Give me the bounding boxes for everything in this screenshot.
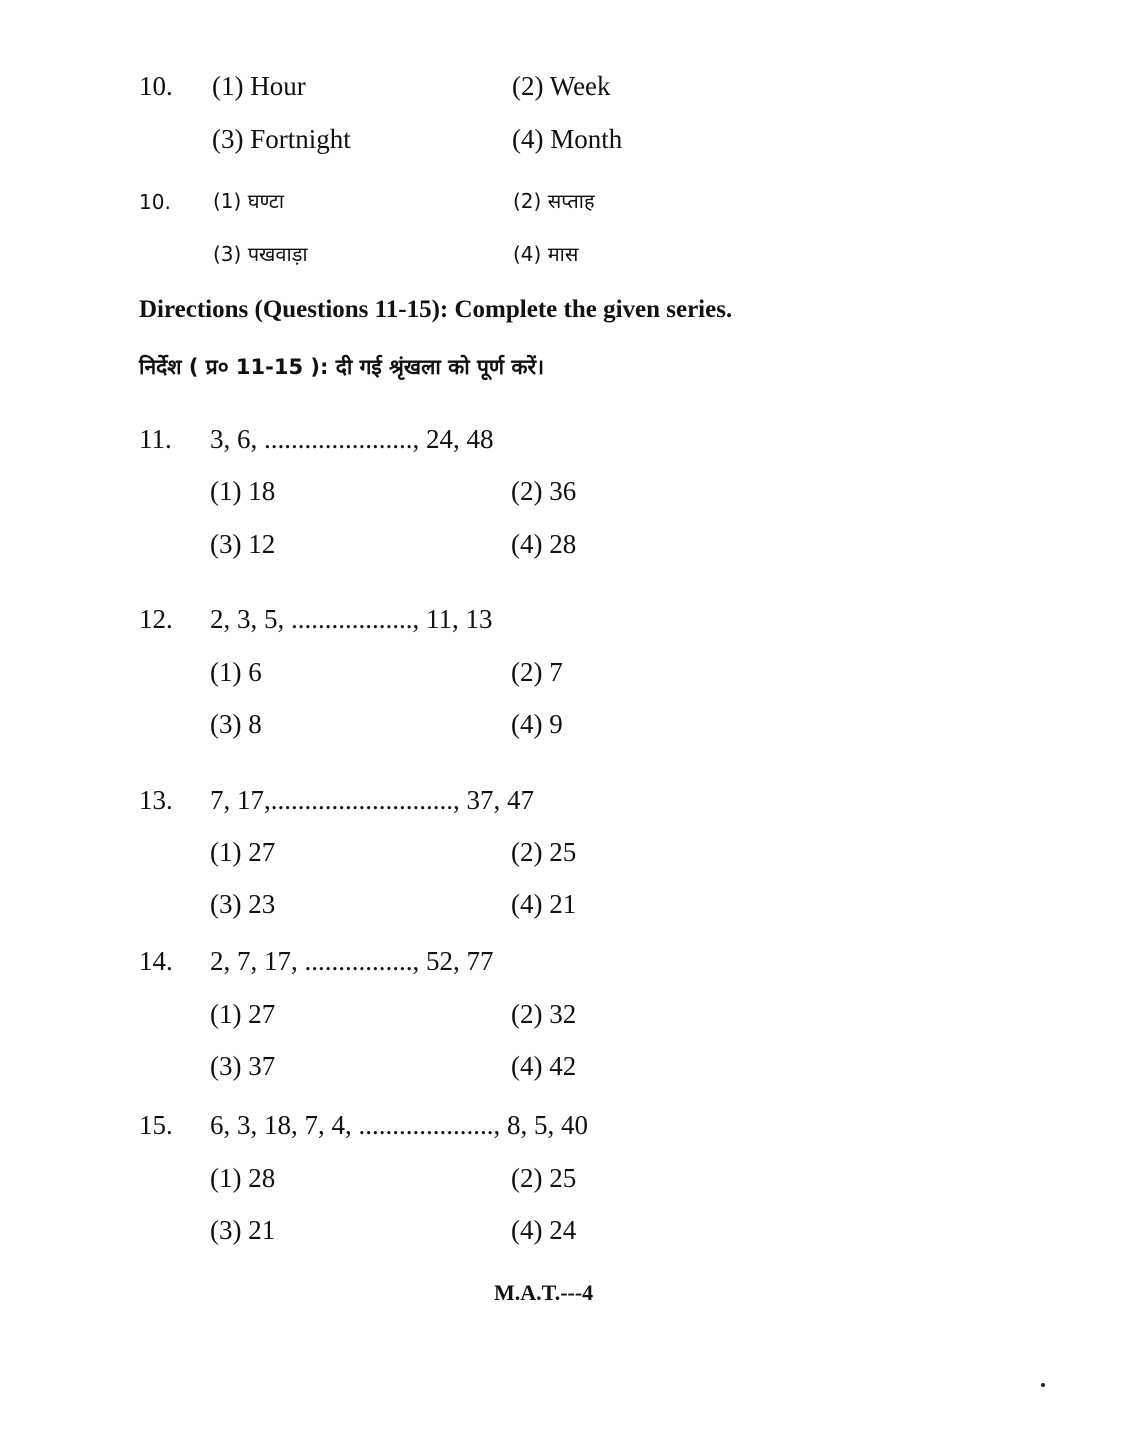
q14-option-2: (2) 32 <box>511 999 577 1029</box>
q10-en-option-3: (3) Fortnight <box>212 124 351 154</box>
q12-option-3: (3) 8 <box>210 709 262 739</box>
q12-option-2: (2) 7 <box>511 657 563 687</box>
q13-option-2: (2) 25 <box>511 837 577 867</box>
q15-option-1: (1) 28 <box>210 1163 276 1193</box>
q14-option-1: (1) 27 <box>210 999 276 1029</box>
q15-option-4: (4) 24 <box>511 1215 577 1245</box>
q13-series: 7, 17,..........................., 37, 47 <box>210 785 534 815</box>
q12-option-1: (1) 6 <box>210 657 262 687</box>
q12-series: 2, 3, 5, .................., 11, 13 <box>210 604 493 634</box>
q15-option-3: (3) 21 <box>210 1215 276 1245</box>
q13-number: 13. <box>139 785 173 815</box>
q14-series: 2, 7, 17, ................, 52, 77 <box>210 946 494 976</box>
q14-option-4: (4) 42 <box>511 1051 577 1081</box>
q10-en-option-4: (4) Month <box>512 124 623 154</box>
q13-option-3: (3) 23 <box>210 889 276 919</box>
q11-number: 11. <box>139 424 172 454</box>
q15-option-2: (2) 25 <box>511 1163 577 1193</box>
q11-option-2: (2) 36 <box>511 476 577 506</box>
directions-english: Directions (Questions 11-15): Complete the given series. <box>139 296 733 323</box>
q10-hi-option-2: (2) सप्ताह <box>513 189 595 213</box>
q11-series: 3, 6, ......................, 24, 48 <box>210 424 494 454</box>
q14-number: 14. <box>139 946 173 976</box>
q10-hi-option-1: (1) घण्टा <box>213 189 285 213</box>
scan-speck <box>1041 1383 1045 1387</box>
q11-option-3: (3) 12 <box>210 529 276 559</box>
q15-series: 6, 3, 18, 7, 4, ...................., 8, 5, 40 <box>210 1110 588 1140</box>
q10-en-option-1: (1) Hour <box>212 71 306 101</box>
q15-number: 15. <box>139 1110 173 1140</box>
q11-option-4: (4) 28 <box>511 529 577 559</box>
q12-number: 12. <box>139 604 173 634</box>
q10-en-option-2: (2) Week <box>512 71 611 101</box>
q10-hi-option-3: (3) पखवाड़ा <box>213 242 308 266</box>
q10-en-number: 10. <box>139 71 173 101</box>
directions-hindi: निर्देश ( प्र० 11-15 ): दी गई श्रृंखला को पूर्ण करें। <box>139 355 545 379</box>
q10-hi-number: 10. <box>139 190 171 214</box>
q12-option-4: (4) 9 <box>511 709 563 739</box>
q11-option-1: (1) 18 <box>210 476 276 506</box>
page-footer: M.A.T.---4 <box>494 1280 594 1305</box>
q13-option-4: (4) 21 <box>511 889 577 919</box>
q14-option-3: (3) 37 <box>210 1051 276 1081</box>
q13-option-1: (1) 27 <box>210 837 276 867</box>
q10-hi-option-4: (4) मास <box>513 242 579 266</box>
